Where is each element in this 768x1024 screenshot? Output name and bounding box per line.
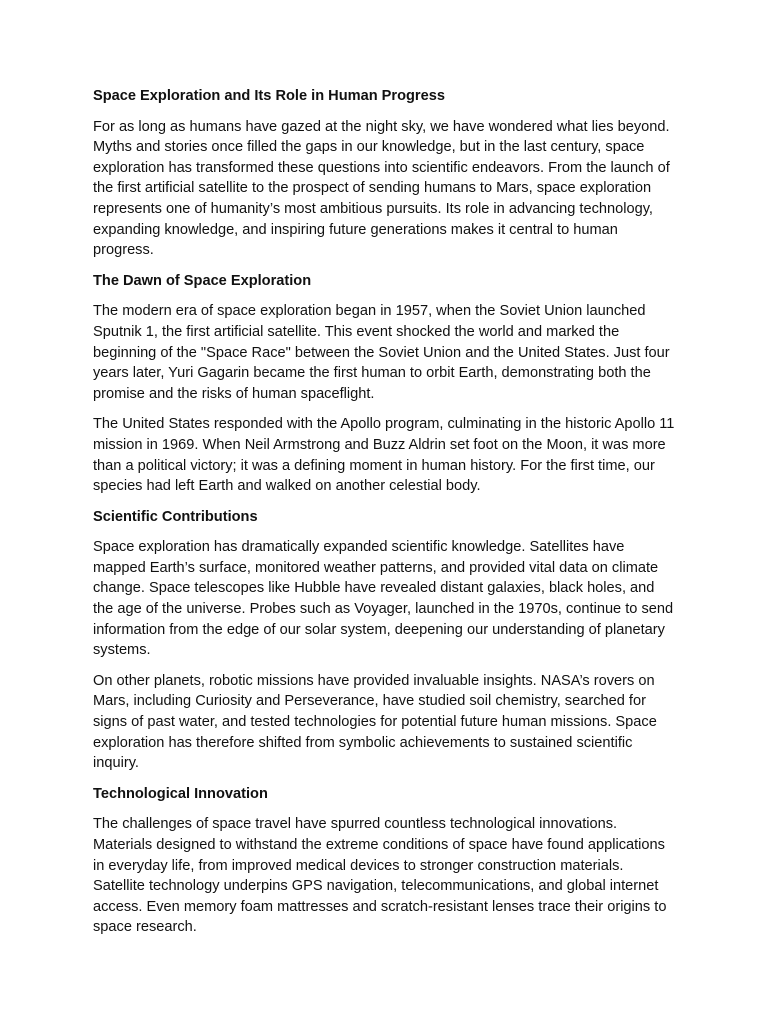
document-title: Space Exploration and Its Role in Human Progress: [93, 88, 445, 104]
section-heading-dawn: The Dawn of Space Exploration: [93, 272, 312, 289]
paragraph-knowledge: Space exploration has dramatically expanded scientific knowledge. Satellites have mapped Earth’s surface, monitored weather patterns, and provided vital data on climate change. Space telescopes like Hubble have revealed distant galaxies, black holes, and the age of the universe. Probes such as Voyager, launched in the 1970s, continue to send information from the edge of our solar system, deepening our understanding of planetary systems.: [93, 539, 674, 659]
paragraph-innovations: The challenges of space travel have spurred countless technological innovations. Materials designed to withstand the extreme conditions of space have found applications in everyday life, from improved medical devices to stronger construction materials. Satellite technology underpins GPS navigation, telecommunications, and global internet access. Even memory foam mattresses and scratch-resistant lenses trace their origins to space research.: [93, 816, 667, 936]
intro-paragraph: For as long as humans have gazed at the night sky, we have wondered what lies beyond. Myths and stories once filled the gaps in our knowledge, but in the last century, space exploration has transformed these questions into scientific endeavors. From the launch of the first artificial satellite to the prospect of sending humans to Mars, space exploration represents one of humanity’s most ambitious pursuits. Its role in advancing technology, expanding knowledge, and inspiring future generations makes it central to human progress.: [93, 118, 670, 259]
document-page: [93, 86, 677, 948]
paragraph-sputnik: The modern era of space exploration began in 1957, when the Soviet Union launched Sputnik 1, the first artificial satellite. This event shocked the world and marked the beginning of the "Space Race" between the Soviet Union and the United States. Just four years later, Yuri Gagarin became the first human to orbit Earth, demonstrating both the promise and the risks of human spaceflight.: [93, 303, 670, 402]
paragraph-robotic-missions: On other planets, robotic missions have provided invaluable insights. NASA’s rovers on Mars, including Curiosity and Perseverance, have studied soil chemistry, searched for signs of past water, and tested technologies for potential future human missions. Space exploration has therefore shifted from symbolic achievements to sustained scientific inquiry.: [93, 672, 657, 772]
section-heading-technological: Technological Innovation: [93, 785, 268, 802]
paragraph-apollo: The United States responded with the Apollo program, culminating in the historic Apollo 11 mission in 1969. When Neil Armstrong and Buzz Aldrin set foot on the Moon, it was more than a political victory; it was a defining moment in human history. For the first time, our species had left Earth and walked on another celestial body.: [93, 416, 675, 495]
section-heading-scientific: Scientific Contributions: [93, 508, 258, 525]
